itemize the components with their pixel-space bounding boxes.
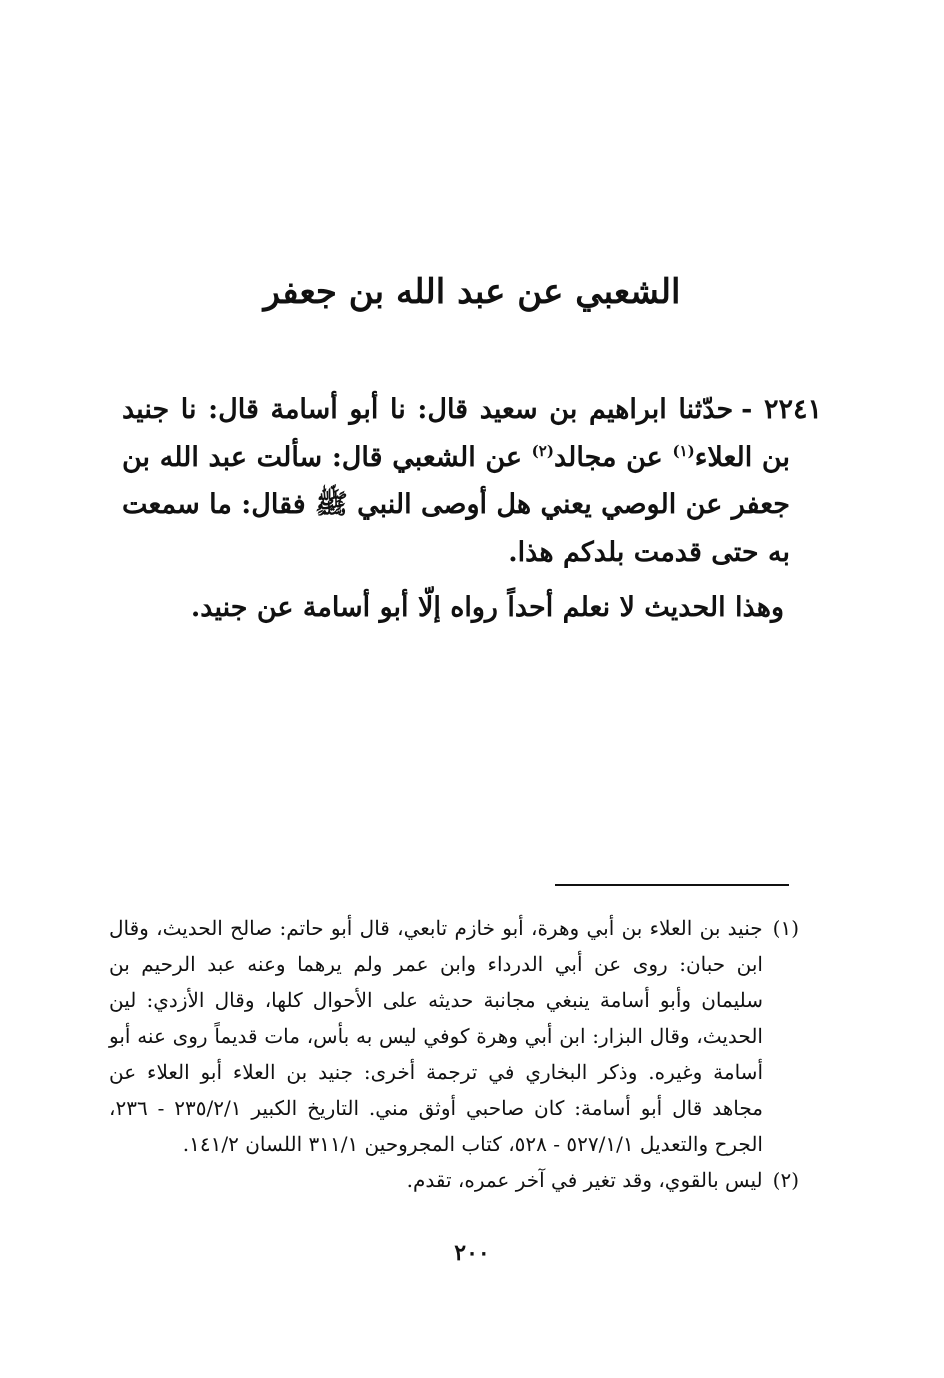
footnote [109, 910, 799, 1162]
hadith-number: ٢٢٤١ - [741, 394, 823, 425]
page-number: ٢٠٠ [454, 1240, 490, 1266]
footnote-marker: (١) [772, 916, 799, 940]
footnote [109, 1162, 799, 1198]
hadith-text-part: حدّثنا ابراهيم بن سعيد قال: نا أبو أسامة قال: نا جنيد بن العلاء [122, 394, 790, 473]
commentary-paragraph: وهذا الحديث لا نعلم أحداً رواه إلّا أبو أسامة عن جنيد. [190, 592, 784, 623]
footnote-text: ليس بالقوي، وقد تغير في آخر عمره، تقدم. [406, 1168, 763, 1192]
footnote-reference[interactable]: (٢) [531, 441, 554, 460]
chapter-title: الشعبي عن عبد الله بن جعفر [263, 272, 681, 312]
footnote-marker: (٢) [772, 1168, 799, 1192]
footnote-separator [555, 884, 789, 886]
hadith-text-part: عن مجالد [553, 441, 673, 473]
footnotes-section [109, 910, 799, 1198]
footnote-text: جنيد بن العلاء بن أبي وهرة، أبو خازم تابعي، قال أبو حاتم: صالح الحديث، وقال ابن حبان: روى عن أبي الدرداء وابن عمر ولم يرهما وعنه عبد الرحيم بن سليمان وأبو أسامة ينبغي مجانبة حديثه على الأحوال كلها، وقال الأزدي: لين الحديث، وقال البزار: ابن أبي وهرة كوفي ليس به بأس، مات قديماً روى عنه أبو أسامة وغيره. وذكر البخاري في ترجمة أخرى: جنيد بن العلاء أبو العلاء عن مجاهد قال أبو أسامة: كان صاحبي أوثق مني. التاريخ الكبير ٢٣٥/٢/١ - ٢٣٦، الجرح والتعديل ٥٢٧/١/١ - ٥٢٨، كتاب المجروحين ٣١١/١ اللسان ١٤١/٢. [109, 916, 763, 1156]
footnote-reference[interactable]: (١) [672, 441, 695, 460]
main-text [122, 386, 822, 632]
hadith-paragraph [122, 386, 822, 576]
hadith-text-part: عن الشعبي قال: سألت عبد الله بن جعفر عن الوصي يعني هل أوصى النبي ﷺ فقال: ما سمعت به حتى قدمت بلدكم هذا. [122, 441, 790, 568]
